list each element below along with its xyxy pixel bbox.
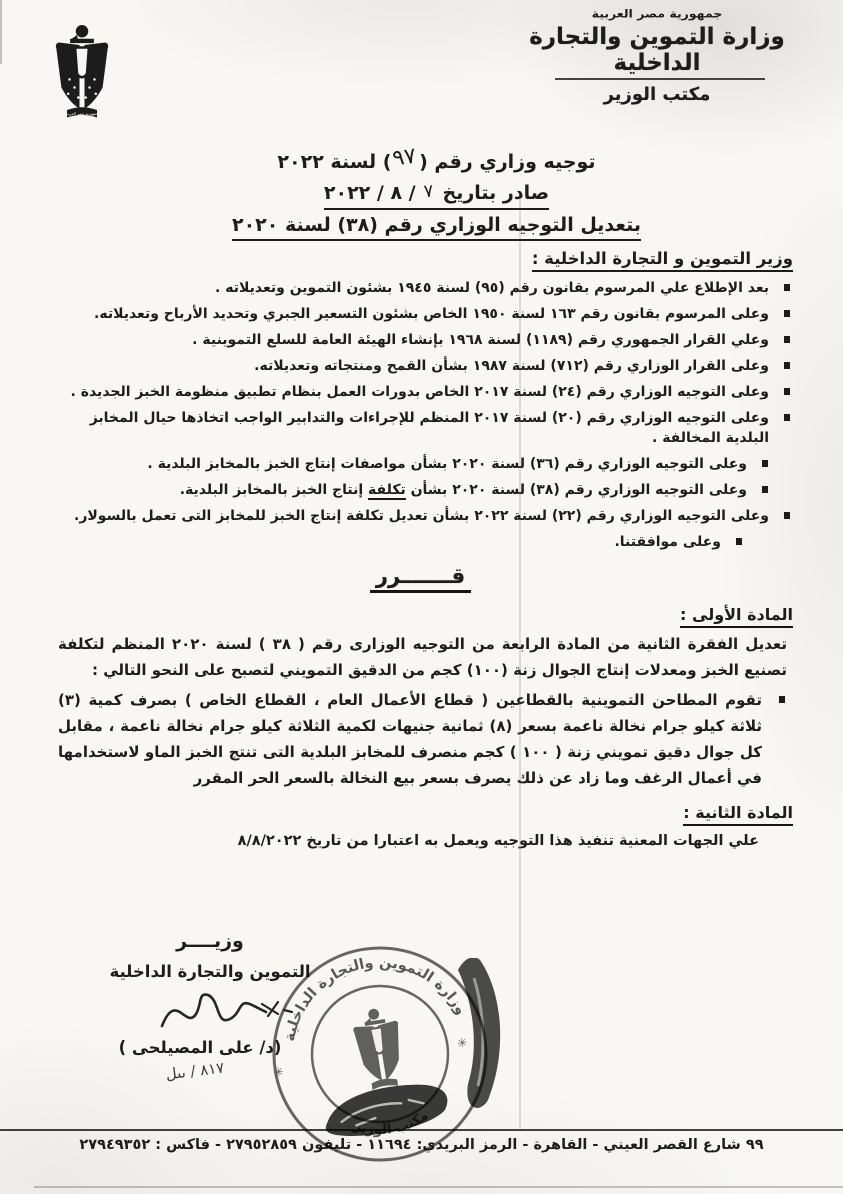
- preamble-item: [48, 506, 793, 526]
- preamble-item-text: وعلى التوجيه الوزاري رقم (٣٨) لسنة ٢٠٢٠ بشأن تكلفة إنتاج الخبز بالمخابز البلدية.: [179, 482, 747, 498]
- preamble-item: [48, 330, 793, 350]
- decree-word-wrap: [48, 564, 793, 593]
- emblem-caption: جمهورية مصر العربية: [65, 112, 99, 116]
- letterhead-ministry-calligraphy: وزارة التموين والتجارة الداخلية: [529, 24, 785, 76]
- title-issued-date: / ٨ / ٢٠٢٢: [323, 182, 416, 204]
- article2-body: علي الجهات المعنية تنفيذ هذا التوجيه ويعمل به اعتبارا من تاريخ ٨/٨/٢٠٢٢: [237, 833, 759, 849]
- signature-ministry: التموين والتجارة الداخلية: [109, 962, 311, 981]
- minister-autograph-icon: [150, 982, 360, 1044]
- preamble-item-text: وعلى موافقتنا.: [614, 534, 721, 550]
- title-issued-label: صادر بتاريخ: [442, 182, 550, 204]
- preamble-item: [48, 532, 745, 552]
- signature-title: وزيــــر: [176, 930, 244, 952]
- bullet-square-icon: [784, 512, 791, 519]
- title-line1-pre: توجيه وزاري رقم (: [419, 151, 596, 173]
- preamble-item-text: وعلى القرار الوزاري رقم (٧١٢) لسنة ١٩٨٧ بشأن القمح ومنتجاته وتعديلاته.: [254, 358, 769, 374]
- signature-name: (د/ على المصيلحى ): [118, 1038, 282, 1057]
- scan-edge-line: [34, 1186, 843, 1188]
- bullet-square-icon: [784, 310, 791, 317]
- preamble-item: [48, 454, 771, 474]
- signature-handwritten-ref: ٨١٧ / ىىل: [164, 1058, 226, 1084]
- preamble-item: [48, 356, 793, 376]
- article1-bullet-text: تقوم المطاحن التموينية بالقطاعين ( قطاع الأعمال العام ، القطاع الخاص ) بصرف كمية (٣) ثلاثة كيلو جرام نخالة ناعمة بسعر (٨) ثمانية جنيهات لكمية الثلاثة كيلو جرام نخالة ناعمة ، مقابل كل جوال دقيق تمويني زنة ( ١٠٠ ) كجم منصرف للمخابز البلدية التى تنتج الخبز الماو لاستخدامها في أعمال الرغف وما زاد عن ذلك يصرف بسعر بيع النخالة بالسعر الحر المقرر: [58, 691, 762, 787]
- bullet-square-icon: [762, 460, 769, 467]
- bullet-square-icon: [736, 538, 743, 545]
- bullet-square-icon: [784, 336, 791, 343]
- title-line-1: [64, 143, 809, 178]
- article2-heading: المادة الثانية :: [48, 803, 793, 822]
- preamble-item: [48, 480, 771, 500]
- preamble-item: [48, 304, 793, 324]
- bullet-square-icon: [784, 388, 791, 395]
- bullet-square-icon: [784, 414, 791, 421]
- title-line1-post: ) لسنة ٢٠٢٢: [277, 151, 392, 173]
- scan-left-edge: [0, 0, 2, 64]
- preamble-item-text: بعد الإطلاع علي المرسوم بقانون رقم (٩٥) لسنة ١٩٤٥ بشئون التموين وتعديلاته .: [215, 280, 769, 296]
- article1-heading: المادة الأولى :: [48, 605, 793, 624]
- preamble-item-text: وعلى التوجيه الوزاري رقم (٣٦) لسنة ٢٠٢٠ بشأن مواصفات إنتاج الخبز بالمخابز البلدية .: [147, 456, 747, 472]
- footer-address: ٩٩ شارع القصر العيني - القاهرة - الرمز البريدي: ١١٦٩٤ - تليفون ٢٧٩٥٢٨٥٩ - فاكس : ٢٧٩٤٩٣٥٢: [79, 1137, 764, 1153]
- title-line-2: [64, 178, 809, 210]
- article1-bullet: [58, 687, 787, 791]
- preamble-item-text: وعلى التوجيه الوزاري رقم (٢٠) لسنة ٢٠١٧ المنظم للإجراءات والتدابير الواجب اتخاذها حيال المخابز البلدية المخالفة .: [89, 410, 769, 446]
- svg-text:✳: ✳: [456, 1035, 469, 1051]
- preamble-item: [48, 408, 793, 448]
- preamble-item-text: وعلى التوجيه الوزاري رقم (٢٤) لسنة ٢٠١٧ الخاص بدورات العمل بنظام تطبيق منظومة الخبز الجديدة .: [70, 384, 769, 400]
- bullet-square-icon: [784, 362, 791, 369]
- bullet-square-icon: [784, 284, 791, 291]
- title-directive-number-handwritten: ٩٧: [391, 143, 419, 172]
- bullet-square-icon: [762, 486, 769, 493]
- title-amendment-line: بتعديل التوجيه الوزاري رقم (٣٨) لسنة ٢٠٢٠: [232, 212, 641, 241]
- preamble-item-text: وعلى التوجيه الوزاري رقم (٢٢) لسنة ٢٠٢٢ بشأن تعديل تكلفة إنتاج الخبز للمخابز التى تعمل بالسولار.: [74, 508, 769, 524]
- letterhead-country: جمهورية مصر العربية: [591, 6, 723, 21]
- bullet-square-icon: [779, 696, 786, 703]
- directive-title: [64, 143, 809, 241]
- document-body: [48, 143, 793, 853]
- egypt-eagle-emblem-icon: [50, 20, 114, 120]
- title-issued-day-handwritten: ٧: [423, 180, 435, 203]
- preamble-item-text: وعلى المرسوم بقانون رقم ١٦٣ لسنة ١٩٥٠ الخاص بشئون التسعير الجبري وتحديد الأرباح وتعديلاته.: [94, 306, 769, 322]
- stamp-smudge-right-icon: [450, 958, 528, 1114]
- preamble-list: [48, 278, 793, 552]
- stamp-top-text: وزارة التموين والتجارة الداخلية: [281, 954, 469, 1043]
- letterhead: [497, 6, 817, 105]
- preamble-item: [48, 382, 793, 402]
- salutation-heading: وزير التموين و التجارة الداخلية :: [48, 249, 793, 268]
- article1-body: تعديل الفقرة الثانية من المادة الرابعة من التوجيه الوزارى رقم ( ٣٨ ) لسنة ٢٠٢٠ المنظم لتكلفة تصنيع الخبز ومعدلات إنتاج الجوال زنة (١٠٠) كجم من الدقيق التمويني لتصبح على النحو التالي :: [58, 635, 787, 679]
- letterhead-flourish-line: [555, 78, 765, 80]
- decree-word: قـــــــرر: [370, 564, 471, 593]
- preamble-item-text: وعلي القرار الجمهوري رقم (١١٨٩) لسنة ١٩٦٨ بإنشاء الهيئة العامة للسلع التموينية .: [192, 332, 769, 348]
- letterhead-office: مكتب الوزير: [603, 84, 711, 105]
- svg-text:✳: ✳: [272, 1064, 285, 1080]
- preamble-item: [48, 278, 793, 298]
- title-line-3: [64, 210, 809, 241]
